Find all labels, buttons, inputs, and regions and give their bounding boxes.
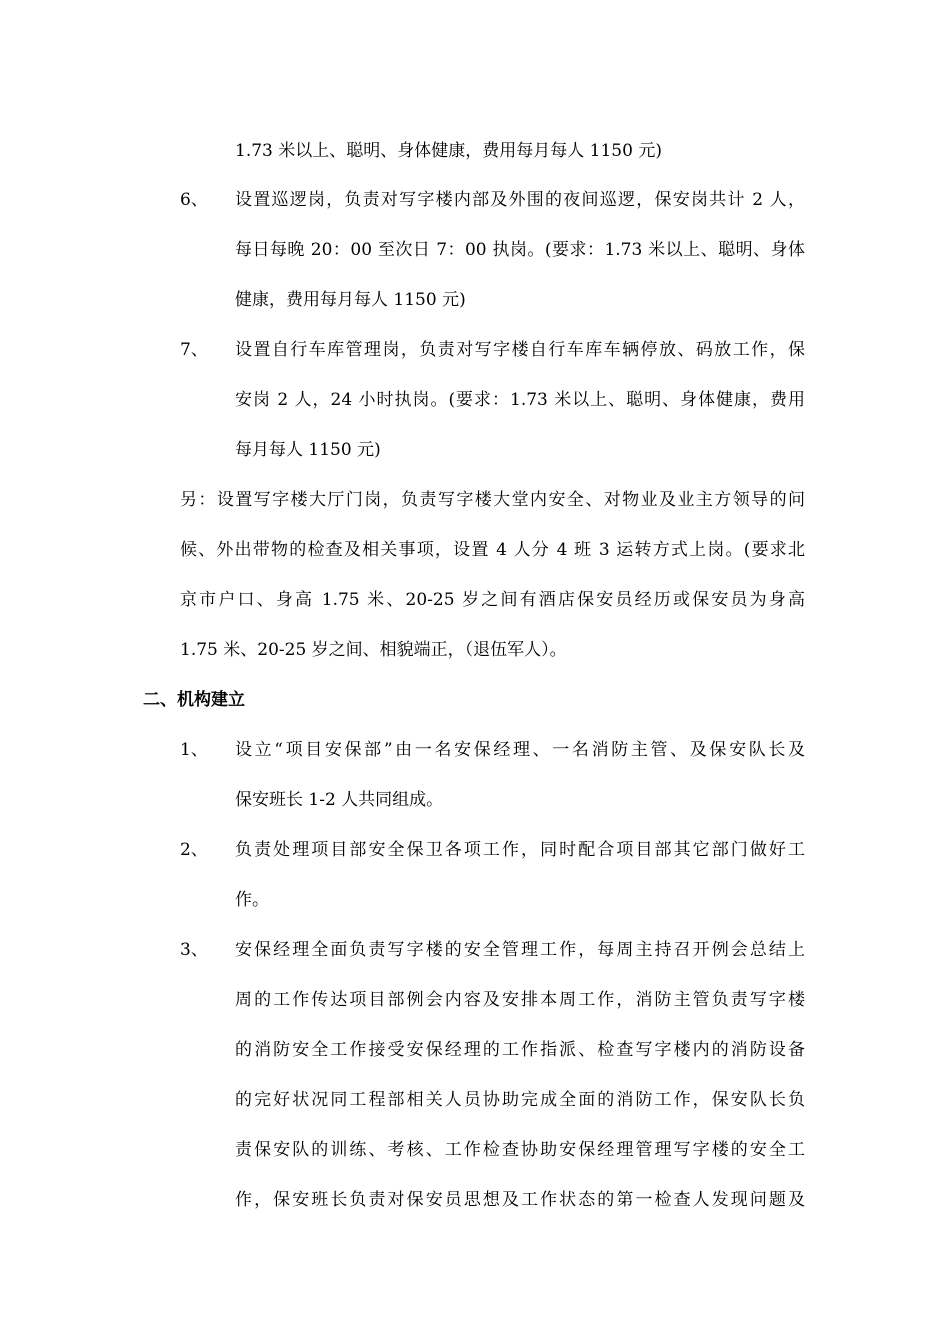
- item7-line-2: 安岗 2 人，24 小时执岗。(要求：1.73 米以上、聪明、身体健康，费用: [235, 390, 805, 410]
- s2-item2-line-2: 作。: [235, 890, 269, 910]
- item7-line-1: 设置自行车库管理岗，负责对写字楼自行车库车辆停放、码放工作，保: [235, 340, 805, 360]
- note-line-3: 京市户口、身高 1.75 米、20-25 岁之间有酒店保安员经历或保安员为身高: [180, 590, 805, 610]
- item6-line-1: 设置巡逻岗，负责对写字楼内部及外围的夜间巡逻，保安岗共计 2 人，: [235, 190, 805, 210]
- item7-line-3: 每月每人 1150 元): [235, 440, 381, 460]
- note-line-2: 候、外出带物的检查及相关事项，设置 4 人分 4 班 3 运转方式上岗。(要求北: [180, 540, 805, 560]
- note-line-1: 另：设置写字楼大厅门岗，负责写字楼大堂内安全、对物业及业主方领导的问: [180, 490, 805, 510]
- section-heading: 二、机构建立: [143, 690, 245, 710]
- s2-item3-line-1: 安保经理全面负责写字楼的安全管理工作，每周主持召开例会总结上: [235, 940, 805, 960]
- item6-number: 6、: [180, 190, 208, 210]
- item7-number: 7、: [180, 340, 208, 360]
- s2-item3-line-5: 责保安队的训练、考核、工作检查协助安保经理管理写字楼的安全工: [235, 1140, 805, 1160]
- item5-continuation-line: 1.73 米以上、聪明、身体健康，费用每月每人 1150 元): [235, 141, 662, 161]
- s2-item1-number: 1、: [180, 740, 208, 760]
- s2-item2-number: 2、: [180, 840, 208, 860]
- s2-item3-line-6: 作，保安班长负责对保安员思想及工作状态的第一检查人发现问题及: [235, 1190, 805, 1210]
- item6-line-2: 每日每晚 20：00 至次日 7：00 执岗。(要求：1.73 米以上、聪明、身体: [235, 240, 805, 260]
- s2-item1-line-1: 设立“项目安保部”由一名安保经理、一名消防主管、及保安队长及: [235, 740, 805, 760]
- note-line-4: 1.75 米、20-25 岁之间、相貌端正，（退伍军人）。: [180, 640, 567, 660]
- s2-item2-line-1: 负责处理项目部安全保卫各项工作，同时配合项目部其它部门做好工: [235, 840, 805, 860]
- s2-item3-line-4: 的完好状况同工程部相关人员协助完成全面的消防工作，保安队长负: [235, 1090, 805, 1110]
- s2-item3-line-3: 的消防安全工作接受安保经理的工作指派、检查写字楼内的消防设备: [235, 1040, 805, 1060]
- s2-item1-line-2: 保安班长 1-2 人共同组成。: [235, 790, 444, 810]
- s2-item3-number: 3、: [180, 940, 208, 960]
- s2-item3-line-2: 周的工作传达项目部例会内容及安排本周工作，消防主管负责写字楼: [235, 990, 805, 1010]
- item6-line-3: 健康，费用每月每人 1150 元): [235, 290, 466, 310]
